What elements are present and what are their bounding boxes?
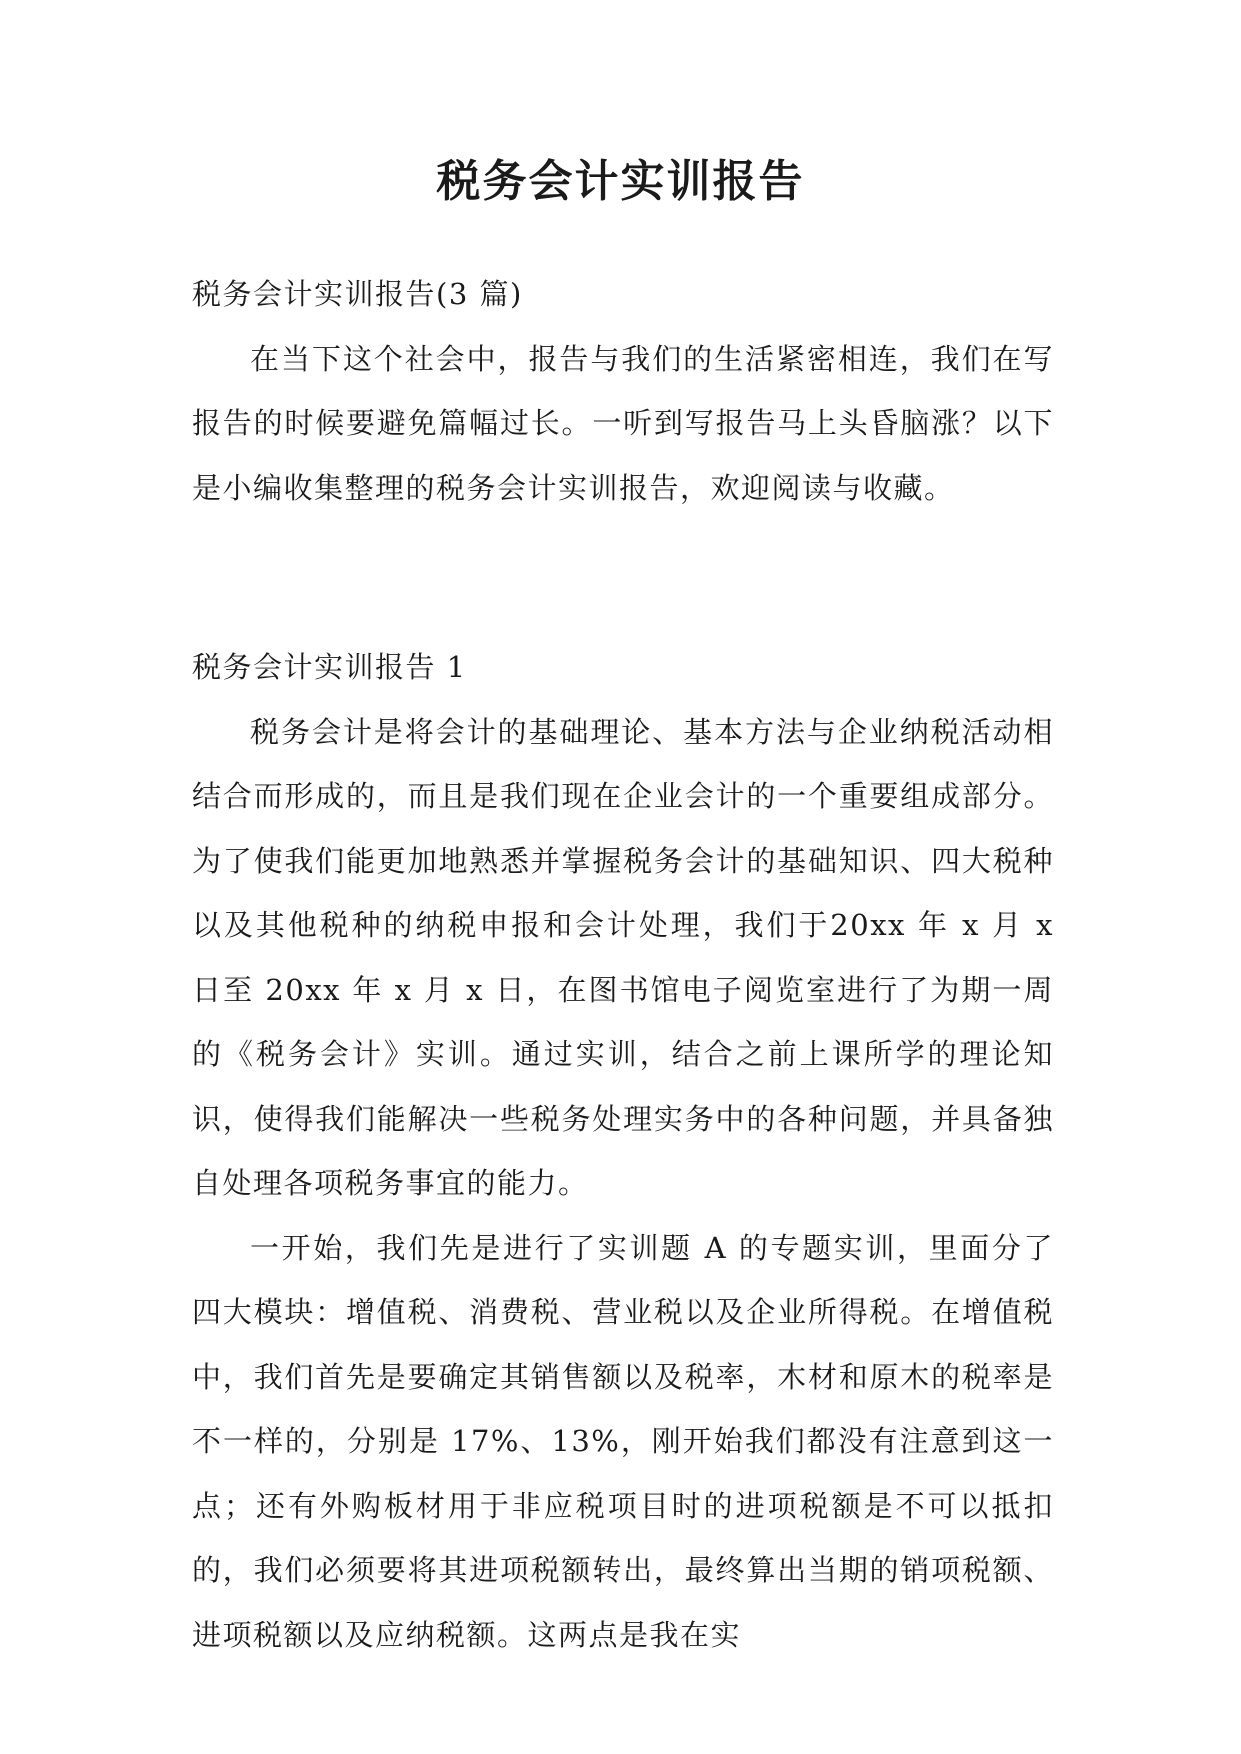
intro-paragraph: 在当下这个社会中，报告与我们的生活紧密相连，我们在写报告的时候要避免篇幅过长。一听到写报告马上头昏脑涨？以下是小编收集整理的税务会计实训报告，欢迎阅读与收藏。 (192, 341, 1054, 505)
document-subtitle: 税务会计实训报告(3 篇) (192, 277, 523, 311)
section-heading: 税务会计实训报告 1 (192, 650, 467, 684)
body-paragraph: 一开始，我们先是进行了实训题 A 的专题实训，里面分了四大模块：增值税、消费税、营业税以及企业所得税。在增值税中，我们首先是要确定其销售额以及税率，木材和原木的税率是不一样的，分别是 17%、13%，刚开始我们都没有注意到这一点；还有外购板材用于非应税项目时的进项税额是不可以抵扣的，我们必须要将其进项税额转出，最终算出当期的销项税额、进项税额以及应纳税额。这两点是我在实 (192, 1230, 1054, 1652)
document-title: 税务会计实训报告 (436, 156, 805, 207)
intro-section (192, 262, 1054, 520)
body-paragraph: 税务会计是将会计的基础理论、基本方法与企业纳税活动相结合而形成的，而且是我们现在企业会计的一个重要组成部分。为了使我们能更加地熟悉并掌握税务会计的基础知识、四大税种以及其他税种的纳税申报和会计处理，我们于20xx 年 x 月 x 日至 20xx 年 x 月 x 日，在图书馆电子阅览室进行了为期一周的《税务会计》实训。通过实训，结合之前上课所学的理论知识，使得我们能解决一些税务处理实务中的各种问题，并具备独自处理各项税务事宜的能力。 (192, 714, 1054, 1200)
report-section-1 (192, 635, 1054, 1667)
